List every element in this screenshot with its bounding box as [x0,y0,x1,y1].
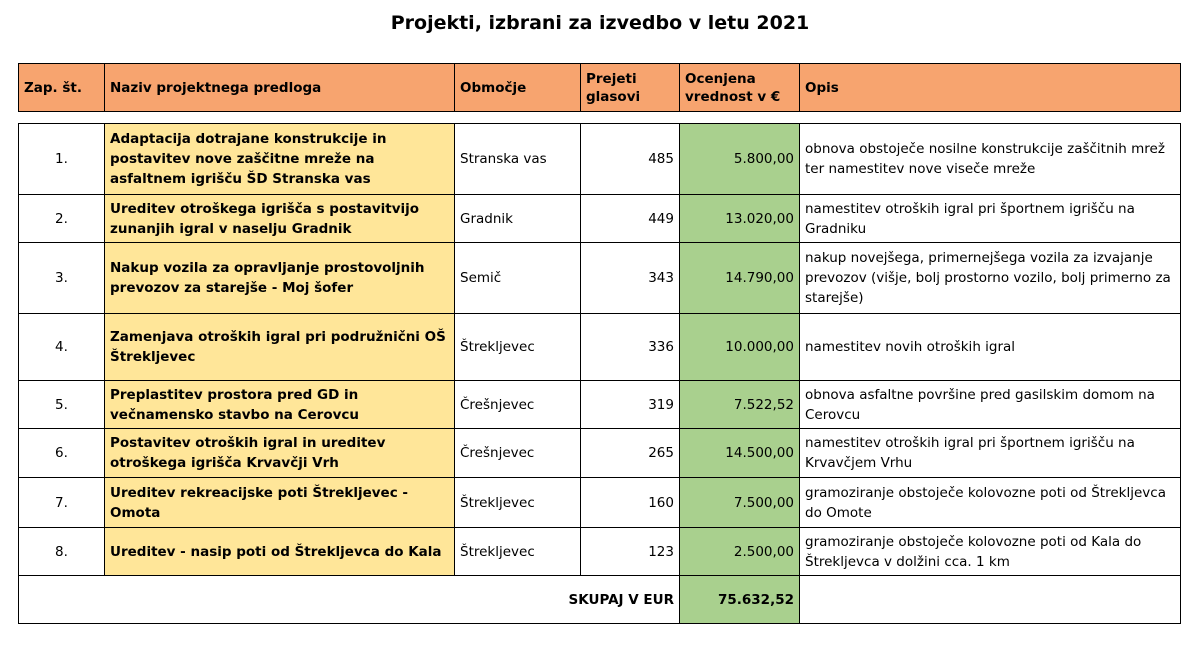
project-votes: 343 [581,243,680,314]
project-description: gramoziranje obstoječe kolovozne poti od Kala do Štrekljevca v dolžini cca. 1 km [800,528,1181,576]
project-name: Ureditev otroškega igrišča s postavitvijo zunanjih igral v naselju Gradnik [105,195,455,243]
row-number: 4. [19,314,105,381]
project-description: obnova asfaltne površine pred gasilskim domom na Cerovcu [800,381,1181,429]
project-area: Črešnjevec [455,429,581,478]
project-name: Adaptacija dotrajane konstrukcije in postavitev nove zaščitne mreže na asfaltnem igrišču ŠD Stranska vas [105,124,455,195]
header-desc: Opis [800,64,1181,112]
header-votes-line2: glasovi [586,88,641,105]
table-row [19,124,1181,195]
row-number: 8. [19,528,105,576]
project-value: 7.522,52 [680,381,800,429]
row-number: 5. [19,381,105,429]
header-name: Naziv projektnega predloga [105,64,455,112]
project-area: Gradnik [455,195,581,243]
project-votes: 160 [581,478,680,528]
project-area: Štrekljevec [455,314,581,381]
table-row [19,381,1181,429]
row-number: 1. [19,124,105,195]
row-number: 3. [19,243,105,314]
row-number: 6. [19,429,105,478]
project-value: 14.500,00 [680,429,800,478]
project-votes: 449 [581,195,680,243]
project-value: 2.500,00 [680,528,800,576]
project-area: Štrekljevec [455,478,581,528]
header-value-line1: Ocenjena [685,70,756,87]
total-row [19,576,1181,624]
table-row [19,478,1181,528]
project-value: 13.020,00 [680,195,800,243]
header-area: Območje [455,64,581,112]
project-description: obnova obstoječe nosilne konstrukcije zaščitnih mrež ter namestitev nove viseče mreže [800,124,1181,195]
project-name: Preplastitev prostora pred GD in večnamensko stavbo na Cerovcu [105,381,455,429]
project-description: namestitev novih otroških igral [800,314,1181,381]
total-label: SKUPAJ V EUR [19,576,680,624]
project-votes: 485 [581,124,680,195]
project-value: 7.500,00 [680,478,800,528]
projects-table [18,123,1181,624]
total-value: 75.632,52 [680,576,800,624]
project-description: namestitev otroških igral pri športnem igrišču na Gradniku [800,195,1181,243]
row-number: 7. [19,478,105,528]
project-name: Nakup vozila za opravljanje prostovoljnih prevozov za starejše - Moj šofer [105,243,455,314]
header-row [19,64,1181,112]
page-title: Projekti, izbrani za izvedbo v letu 2021 [390,12,810,34]
project-area: Štrekljevec [455,528,581,576]
row-number: 2. [19,195,105,243]
project-votes: 265 [581,429,680,478]
project-value: 14.790,00 [680,243,800,314]
project-description: namestitev otroških igral pri športnem igrišču na Krvavčjem Vrhu [800,429,1181,478]
table-row [19,195,1181,243]
project-name: Ureditev rekreacijske poti Štrekljevec - Omota [105,478,455,528]
header-votes-line1: Prejeti [586,70,637,87]
header-value [680,64,800,112]
project-area: Črešnjevec [455,381,581,429]
project-value: 5.800,00 [680,124,800,195]
project-votes: 319 [581,381,680,429]
project-area: Stranska vas [455,124,581,195]
table-row [19,429,1181,478]
header-votes [581,64,680,112]
total-empty-cell [800,576,1181,624]
project-name: Ureditev - nasip poti od Štrekljevca do Kala [105,528,455,576]
project-description: gramoziranje obstoječe kolovozne poti od Štrekljevca do Omote [800,478,1181,528]
table-row [19,243,1181,314]
table-row [19,528,1181,576]
project-votes: 336 [581,314,680,381]
project-value: 10.000,00 [680,314,800,381]
project-description: nakup novejšega, primernejšega vozila za izvajanje prevozov (višje, bolj prostorno vozilo, bolj primerno za starejše) [800,243,1181,314]
project-name: Postavitev otroških igral in ureditev otroškega igrišča Krvavčji Vrh [105,429,455,478]
header-value-line2: vrednost v € [685,88,781,105]
header-num: Zap. št. [19,64,105,112]
project-name: Zamenjava otroških igral pri podružnični OŠ Štrekljevec [105,314,455,381]
project-area: Semič [455,243,581,314]
table-row [19,314,1181,381]
table-header [18,63,1181,112]
project-votes: 123 [581,528,680,576]
